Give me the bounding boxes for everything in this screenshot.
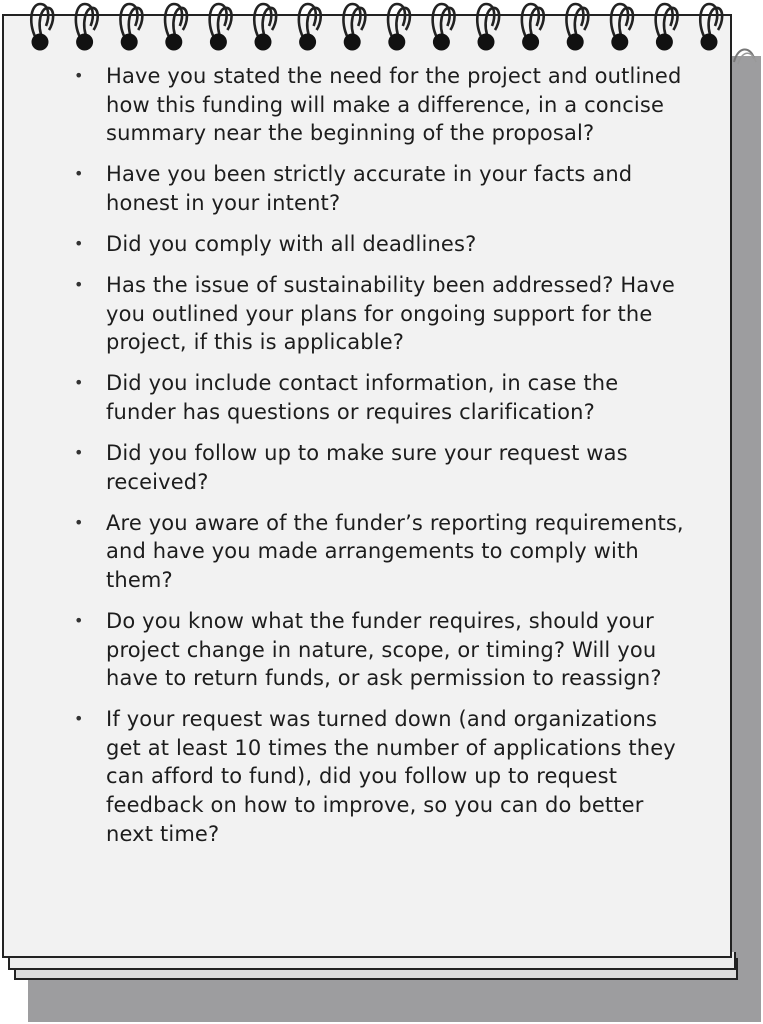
checklist-item-text: Have you stated the need for the project and outlined how this funding will make a difference, in a concise summary near the beginning of the proposal?: [106, 64, 682, 146]
checklist-item-text: If your request was turned down (and organizations get at least 10 times the number of applications they can afford to fund), did you follow up to request feedback on how to improve, so you can do better next time?: [106, 707, 676, 846]
checklist: [72, 62, 692, 861]
checklist-item-text: Did you comply with all deadlines?: [106, 231, 477, 256]
binding-ring-icon: [120, 4, 142, 51]
checklist-item: [72, 230, 692, 259]
bullet-icon: •: [74, 443, 84, 463]
binding-ring-icon: [31, 4, 53, 51]
bullet-icon: •: [74, 512, 84, 532]
binding-ring-icon: [700, 4, 722, 51]
checklist-item-text: Has the issue of sustainability been addressed? Have you outlined your plans for ongoing support for the project, if this is applicable?: [106, 273, 675, 355]
binding-ring-icon: [165, 4, 187, 51]
checklist-item: [72, 271, 692, 357]
checklist-item: [72, 509, 692, 595]
binding-ring-icon: [343, 4, 365, 51]
checklist-item: [72, 705, 692, 848]
bullet-icon: •: [74, 233, 84, 253]
checklist-item-text: Are you aware of the funder’s reporting requirements, and have you made arrangements to comply with them?: [106, 510, 684, 592]
checklist-item: [72, 439, 692, 496]
binding-ring-icon: [254, 4, 276, 51]
checklist-item-text: Did you follow up to make sure your request was received?: [106, 441, 628, 494]
checklist-item-text: Have you been strictly accurate in your facts and honest in your intent?: [106, 162, 633, 215]
binding-ring-icon: [477, 4, 499, 51]
binding-ring-icon: [299, 4, 321, 51]
binding-ring-icon: [76, 4, 98, 51]
binding-ring-icon: [210, 4, 232, 51]
bullet-icon: •: [74, 66, 84, 85]
binding-ring-icon: [611, 4, 633, 51]
bullet-icon: •: [74, 709, 84, 729]
spiral-binding: [0, 0, 763, 60]
binding-ring-icon: [433, 4, 455, 51]
bullet-icon: •: [74, 611, 84, 630]
binding-ring-icon: [388, 4, 410, 51]
bullet-icon: •: [74, 275, 84, 295]
checklist-item: [72, 369, 692, 426]
binding-ring-icon: [522, 4, 544, 51]
bullet-icon: •: [74, 164, 84, 184]
checklist-item: [72, 607, 692, 693]
checklist-item-text: Did you include contact information, in case the funder has questions or requires clarification?: [106, 371, 619, 424]
checklist-item: [72, 62, 692, 148]
checklist-item-text: Do you know what the funder requires, should your project change in nature, scope, or timing? Will you have to return funds, or ask permission to reassign?: [106, 609, 662, 691]
checklist-item: [72, 160, 692, 217]
binding-ring-icon: [566, 4, 588, 51]
binding-ring-icon: [656, 4, 678, 51]
bullet-icon: •: [74, 373, 84, 393]
